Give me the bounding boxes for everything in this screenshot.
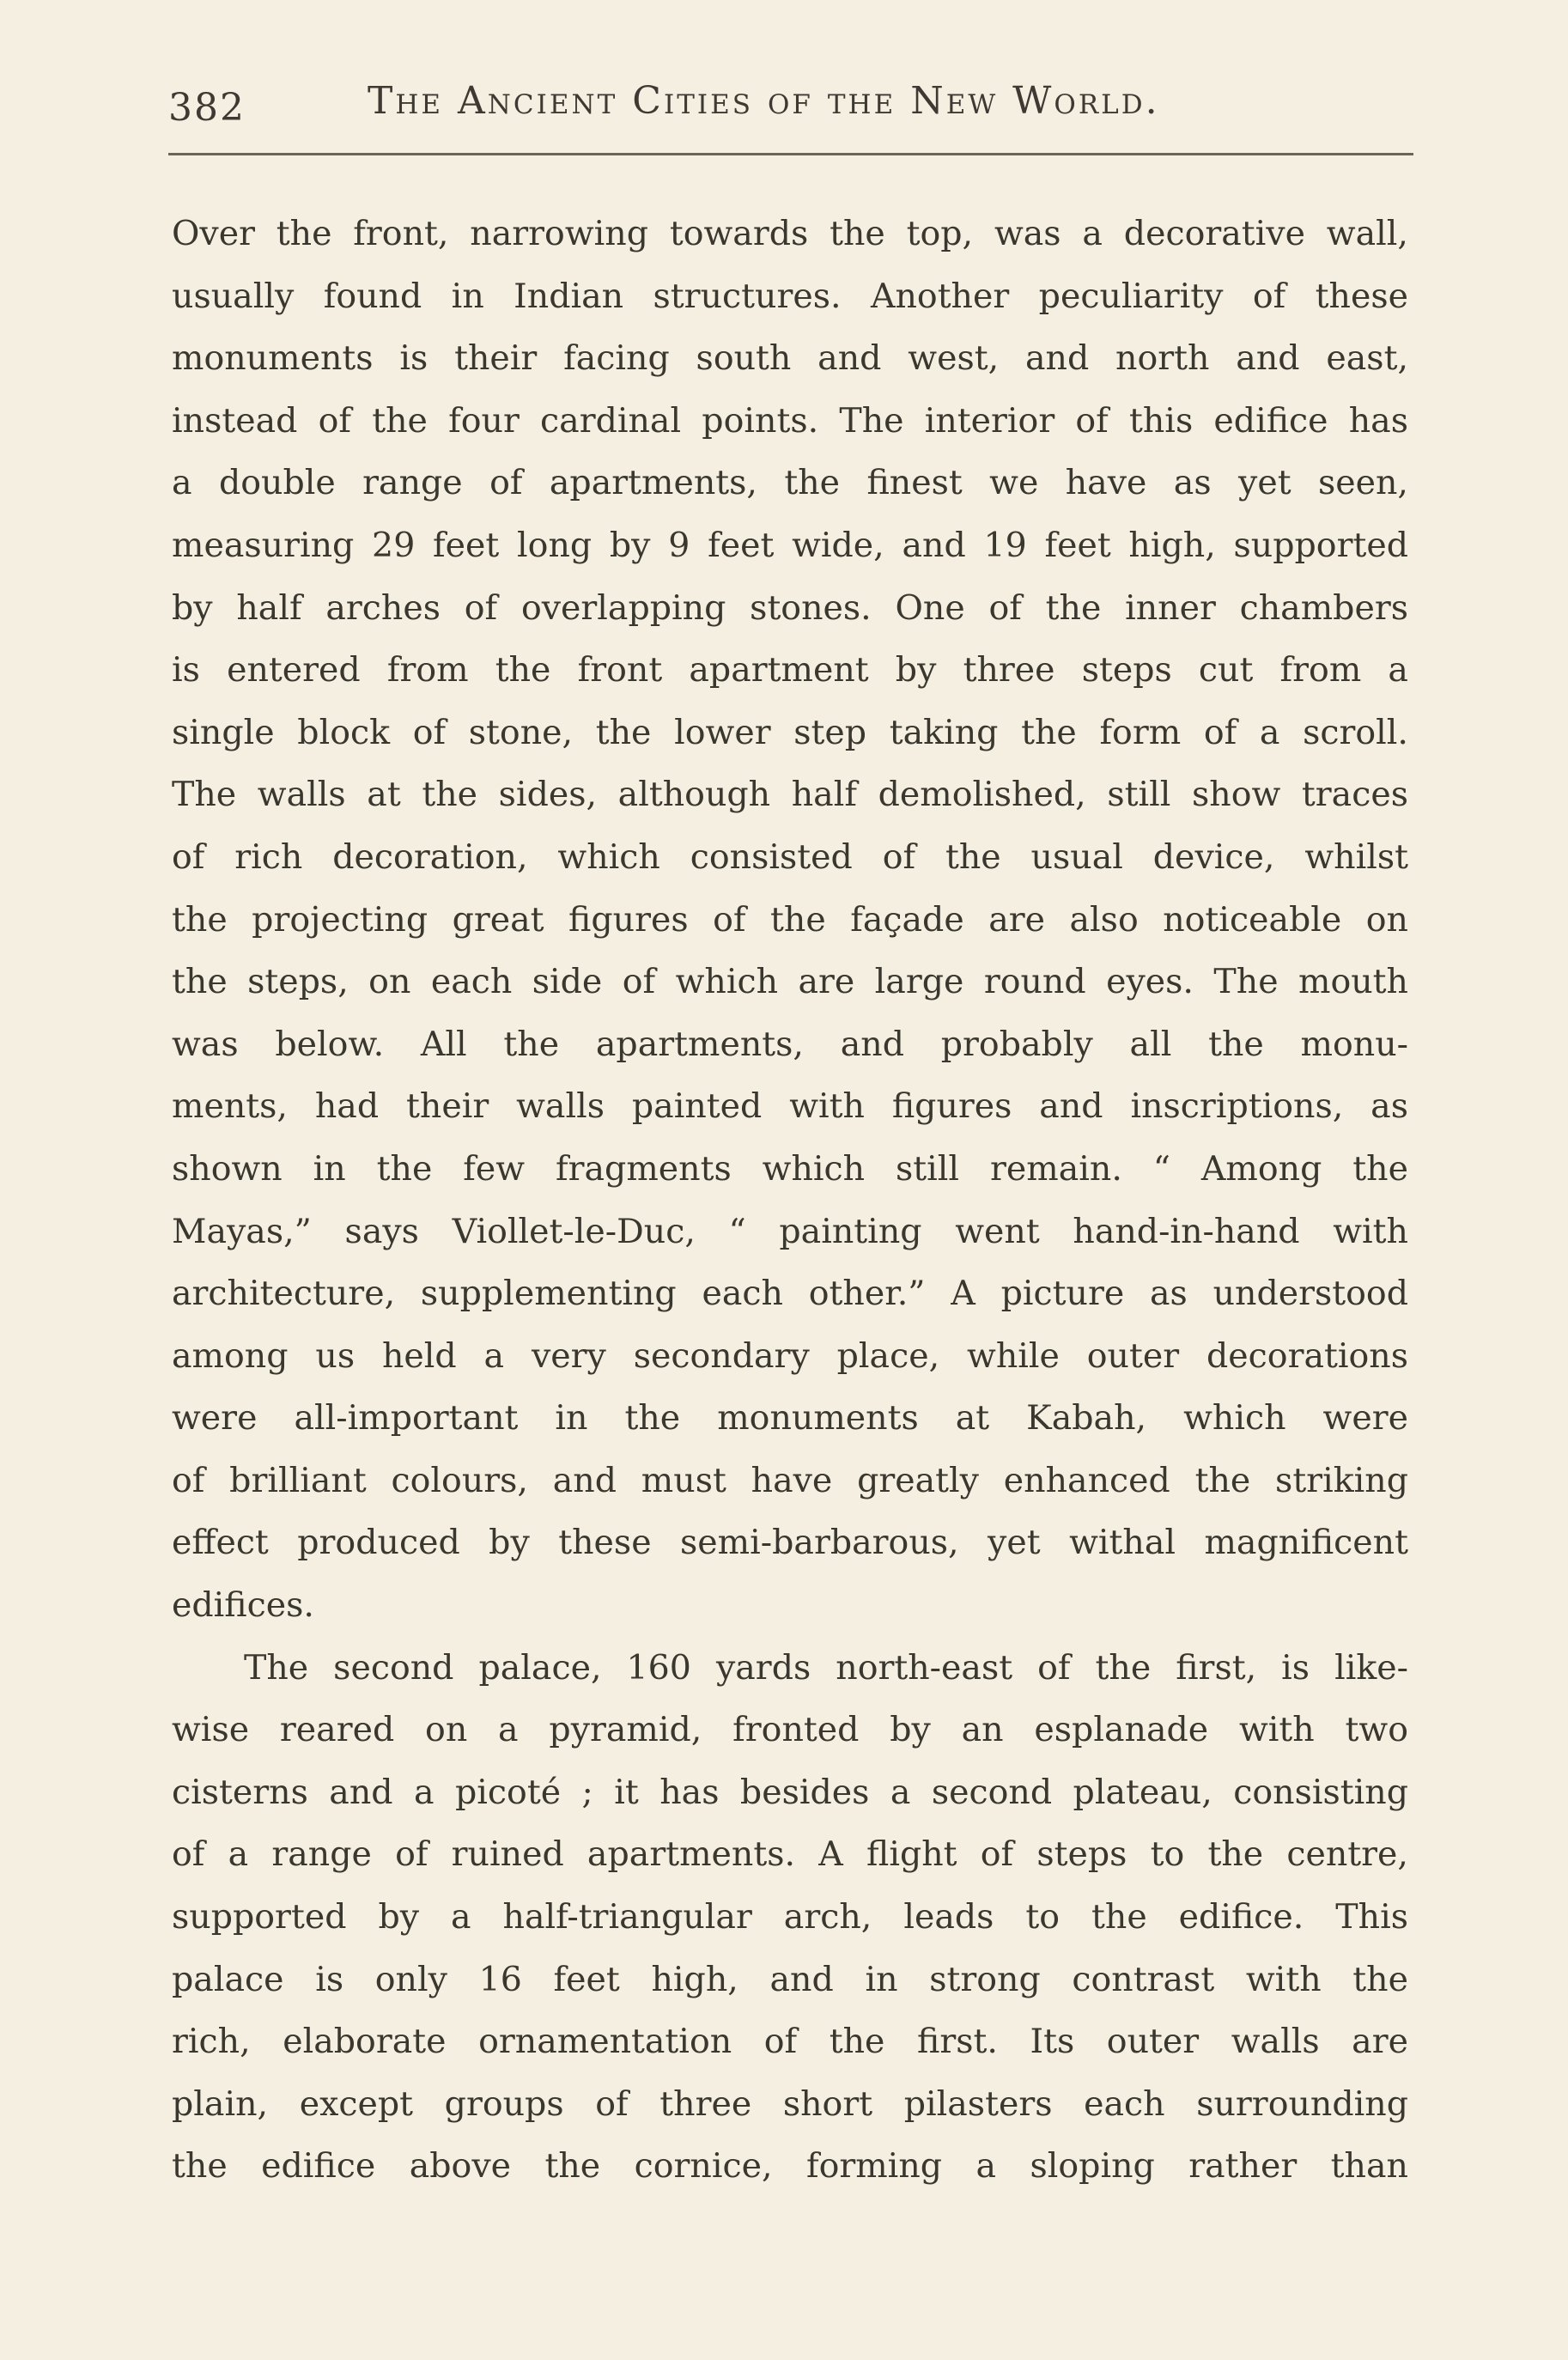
text-line: shown in the few fragments which still remain. “ Among the [172,1148,1408,1189]
text-line: instead of the four cardinal points. The interior of this edifice has [172,400,1408,441]
text-line: usually found in Indian structures. Another peculiarity of these [172,276,1408,316]
paragraph-2 [172,1637,1408,2198]
running-title: The Ancient Cities of the New World. [368,79,1160,123]
text-line: plain, except groups of three short pilasters each surrounding [172,2083,1408,2124]
text-line: of rich decoration, which consisted of the usual device, whilst [172,836,1408,877]
text-line: was below. All the apartments, and probably all the monu- [172,1024,1408,1064]
text-line: ments, had their walls painted with figures and inscriptions, as [172,1086,1408,1127]
text-line: the projecting great figures of the façade are also noticeable on [172,899,1408,940]
text-line: palace is only 16 feet high, and in strong contrast with the [172,1959,1408,1999]
text-line: were all-important in the monuments at Kabah, which were [172,1398,1408,1439]
text-line: single block of stone, the lower step taking the form of a scroll. [172,712,1408,752]
text-line: the edifice above the cornice, forming a sloping rather than [172,2146,1408,2187]
text-line: wise reared on a pyramid, fronted by an esplanade with two [172,1710,1408,1750]
body-text [172,203,1408,2198]
running-head [168,79,1413,148]
text-line: rich, elaborate ornamentation of the first. Its outer walls are [172,2022,1408,2062]
text-line: Over the front, narrowing towards the top, was a decorative wall, [172,214,1408,253]
page-number: 382 [168,86,246,130]
paragraph-1 [172,203,1408,1637]
text-line: is entered from the front apartment by three steps cut from a [172,650,1408,690]
header-rule [168,153,1413,155]
text-line: Mayas,” says Viollet-le-Duc, “ painting went hand-in-hand with [172,1211,1408,1251]
text-line: of brilliant colours, and must have greatly enhanced the striking [172,1460,1408,1500]
text-line: the steps, on each side of which are large round eyes. The mouth [172,962,1408,1002]
text-line: monuments is their facing south and west, and north and east, [172,338,1408,379]
text-line: by half arches of overlapping stones. One of the inner chambers [172,587,1408,628]
text-line: of a range of ruined apartments. A flight of steps to the centre, [172,1834,1408,1875]
text-line: supported by a half-triangular arch, leads to the edifice. This [172,1897,1408,1937]
text-line: cisterns and a picoté ; it has besides a second plateau, consisting [172,1772,1408,1812]
text-line: architecture, supplementing each other.” A picture as understood [172,1274,1408,1314]
text-line: The second palace, 160 yards north-east of the first, is like- [244,1647,1408,1688]
text-line: among us held a very secondary place, while outer decorations [172,1335,1408,1376]
text-line: a double range of apartments, the finest we have as yet seen, [172,463,1408,503]
text-line: measuring 29 feet long by 9 feet wide, and 19 feet high, supported [172,525,1408,565]
text-line: effect produced by these semi-barbarous, yet withal magnificent [172,1523,1408,1563]
text-line: edifices. [172,1585,314,1626]
text-line: The walls at the sides, although half demolished, still show traces [172,775,1408,815]
